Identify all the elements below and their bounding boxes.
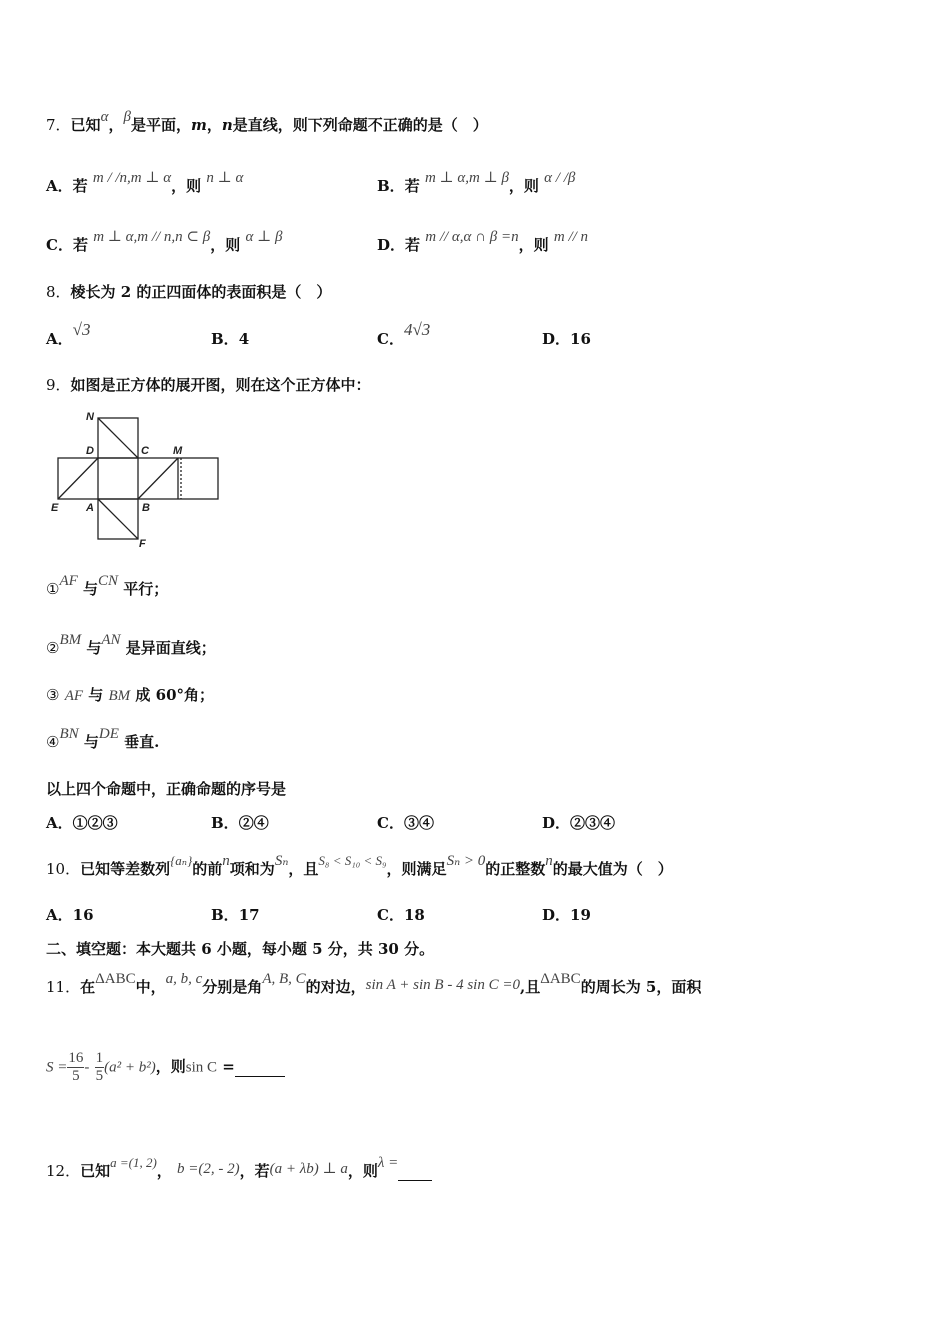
option-value: 16 — [570, 330, 591, 348]
q7-option-b[interactable] — [377, 170, 576, 196]
alpha-symbol: α — [100, 109, 109, 125]
q9-statement-1 — [46, 573, 169, 599]
statement-text: 与 — [83, 580, 99, 598]
q12-math: b =(2, - 2) — [177, 1161, 240, 1177]
statement-mark: ③ — [46, 686, 60, 704]
q12-math: (a + λb) ⊥ a — [269, 1161, 348, 1177]
q9-option-c[interactable] — [377, 812, 434, 833]
q12-text: ，则 — [347, 1162, 378, 1180]
option-text: 若 — [405, 236, 421, 254]
option-math: α / /β — [544, 170, 576, 186]
option-label: A． — [46, 330, 73, 348]
q10-math: n — [545, 853, 553, 869]
q7-option-a[interactable] — [46, 170, 244, 196]
q11-math: A, B, C — [262, 971, 306, 987]
q8-number: 8． — [46, 283, 71, 301]
q10-math: {aₙ} — [170, 853, 193, 868]
q9-prompt: 以上四个命题中，正确命题的序号是 — [46, 780, 287, 798]
label-f: F — [139, 538, 146, 550]
statement-math: AF — [59, 573, 78, 589]
option-math: α ⊥ β — [245, 229, 283, 245]
option-math: m // n — [553, 229, 589, 245]
option-label: B． — [211, 330, 239, 348]
q11-math: sin C — [185, 1059, 217, 1076]
q7-stem — [46, 109, 488, 135]
q11-text: 在 — [80, 978, 96, 996]
option-math: m ⊥ α,m ⊥ β — [424, 170, 509, 186]
cube-net-figure — [48, 408, 228, 550]
q9-statement-2 — [46, 632, 216, 658]
q8-stem — [46, 281, 331, 302]
q11-area-line — [46, 1050, 285, 1085]
beta-symbol: β — [123, 109, 131, 125]
q11-math: ΔABC — [95, 971, 136, 987]
q11-math: (a² + b²) — [104, 1059, 156, 1076]
statement-text: 平行； — [123, 580, 169, 598]
statement-math: AN — [101, 632, 121, 648]
option-label: C． — [46, 236, 73, 254]
frac-den: 5 — [72, 1068, 80, 1084]
q11-stem — [46, 971, 702, 997]
q12-math: a =(1, 2) — [110, 1155, 157, 1170]
q7-text: 已知 — [70, 116, 101, 134]
frac-num: 1 — [95, 1050, 104, 1066]
option-label: B． — [211, 814, 239, 832]
q11-text: = — [222, 1057, 235, 1076]
q12-answer-blank[interactable] — [398, 1162, 432, 1181]
statement-text: 与 — [88, 686, 104, 704]
option-label: A． — [46, 906, 73, 924]
option-label: D． — [542, 906, 571, 924]
q9-option-d[interactable] — [542, 812, 615, 833]
option-label: C． — [377, 814, 404, 832]
option-text: ，则 — [518, 236, 549, 254]
q10-option-c[interactable] — [377, 904, 425, 925]
statement-math: BN — [59, 726, 79, 742]
q7-comma: ， — [108, 116, 124, 134]
option-value: 4 — [238, 330, 250, 348]
option-math: m // α,α ∩ β =n — [425, 229, 519, 245]
label-b: B — [142, 502, 150, 514]
label-c: C — [141, 445, 149, 457]
option-label: A． — [46, 814, 73, 832]
fraction-16-5 — [67, 1050, 84, 1085]
q9-stem — [46, 374, 371, 395]
option-math: n ⊥ α — [206, 170, 244, 186]
q11-math: sin A + sin B - 4 sin C =0 — [365, 977, 520, 993]
option-value: ②④ — [238, 814, 269, 832]
q12-text: ， — [156, 1162, 172, 1180]
q10-text: ，且 — [288, 860, 319, 878]
q12-text: ，若 — [239, 1162, 270, 1180]
q10-math: n — [222, 853, 230, 869]
option-text: ，则 — [508, 177, 539, 195]
label-d: D — [86, 445, 94, 457]
q8-option-a[interactable] — [46, 320, 91, 349]
q11-text: 的周长为 5，面积 — [580, 978, 702, 996]
q7-sep: ， — [206, 116, 222, 134]
q12-stem — [46, 1155, 432, 1181]
q11-math: ΔABC — [540, 971, 581, 987]
q7-n: n — [221, 116, 233, 134]
q10-text: 已知等差数列 — [80, 860, 171, 878]
option-value: 16 — [72, 906, 94, 924]
option-value: 17 — [238, 906, 260, 924]
option-label: B． — [377, 177, 405, 195]
q11-text: 中， — [135, 978, 166, 996]
q10-option-a[interactable] — [46, 904, 94, 925]
option-value: ③④ — [403, 814, 434, 832]
statement-math: BM — [108, 688, 131, 704]
q10-stem — [46, 853, 673, 879]
option-label: C． — [377, 906, 404, 924]
statement-text: 是异面直线； — [125, 639, 216, 657]
section-heading: 二、填空题：本大题共 6 小题，每小题 5 分，共 30 分。 — [46, 940, 435, 958]
q12-text: 已知 — [80, 1162, 111, 1180]
option-math: m / /n,m ⊥ α — [92, 170, 172, 186]
option-text: ，则 — [210, 236, 241, 254]
statement-mark: ② — [46, 639, 60, 657]
q11-answer-blank[interactable] — [235, 1058, 285, 1077]
q8-option-c[interactable] — [377, 320, 431, 349]
q9-number: 9． — [46, 376, 71, 394]
label-m: M — [173, 445, 183, 457]
option-text: 若 — [72, 177, 88, 195]
q8-option-d[interactable] — [542, 328, 591, 349]
option-text: 若 — [72, 236, 88, 254]
option-value: 19 — [570, 906, 591, 924]
q10-math: Sₙ > 0 — [446, 853, 486, 869]
statement-mark: ④ — [46, 733, 60, 751]
option-value: ②③④ — [570, 814, 616, 832]
q10-text: 的正整数 — [485, 860, 546, 878]
q7-text: 是直线，则下列命题不正确的是（ ） — [232, 116, 488, 134]
q11-math: a, b, c — [165, 971, 203, 987]
option-label: D． — [542, 330, 571, 348]
statement-text: 成 60°角； — [135, 686, 215, 704]
q11-math: - — [84, 1059, 90, 1076]
q7-number: 7． — [46, 116, 71, 134]
label-e: E — [51, 502, 59, 514]
q9-statement-4 — [46, 726, 160, 752]
frac-num: 16 — [68, 1050, 84, 1066]
q10-option-d[interactable] — [542, 904, 591, 925]
q12-number: 12． — [46, 1162, 81, 1180]
option-value: 18 — [403, 906, 425, 924]
q7-option-c[interactable] — [46, 229, 283, 255]
q8-option-b[interactable] — [211, 328, 249, 349]
label-n: N — [86, 411, 94, 423]
q10-number: 10． — [46, 860, 81, 878]
q10-option-b[interactable] — [211, 904, 260, 925]
statement-text: 与 — [86, 639, 102, 657]
statement-math: CN — [98, 573, 119, 589]
q11-text: ,且 — [519, 978, 541, 996]
q11-number: 11． — [46, 978, 81, 996]
option-label: D． — [377, 236, 406, 254]
option-value: ①②③ — [72, 814, 118, 832]
q7-m: m — [190, 116, 207, 134]
q10-text: 项和为 — [229, 860, 275, 878]
option-math: m ⊥ α,m // n,n ⊂ β — [93, 229, 211, 245]
q9-text: 如图是正方体的展开图，则在这个正方体中： — [70, 376, 371, 394]
option-label: C． — [377, 330, 404, 348]
option-text: 若 — [404, 177, 420, 195]
q8-text: 棱长为 2 的正四面体的表面积是（ ） — [70, 283, 332, 301]
q7-text: 是平面， — [130, 116, 191, 134]
q9-option-a[interactable] — [46, 812, 118, 833]
q9-statement-3 — [46, 684, 214, 705]
q10-math: S₈ < S₁₀ < S₉ — [318, 853, 387, 868]
q10-text: 的最大值为（ ） — [552, 860, 673, 878]
option-math: 4√3 — [403, 320, 431, 339]
option-label: A． — [46, 177, 73, 195]
statement-text: 垂直. — [124, 733, 160, 751]
q9-option-b[interactable] — [211, 812, 269, 833]
option-label: D． — [542, 814, 571, 832]
frac-den: 5 — [95, 1068, 104, 1084]
q12-math: λ = — [377, 1155, 399, 1171]
q10-math: Sₙ — [274, 853, 289, 869]
q10-text: ，则满足 — [386, 860, 447, 878]
label-a: A — [86, 502, 94, 514]
q11-math: S = — [46, 1059, 68, 1076]
option-math: √3 — [72, 320, 91, 339]
option-text: ，则 — [171, 177, 202, 195]
q11-text: 的对边， — [305, 978, 366, 996]
q11-text: 分别是角 — [202, 978, 263, 996]
q7-option-d[interactable] — [377, 229, 589, 255]
statement-math: AF — [64, 688, 84, 704]
option-label: B． — [211, 906, 239, 924]
q10-text: 的前 — [192, 860, 223, 878]
q11-text: ，则 — [155, 1057, 186, 1076]
statement-text: 与 — [83, 733, 99, 751]
fraction-1-5 — [95, 1050, 105, 1085]
statement-math: BM — [59, 632, 82, 648]
statement-mark: ① — [46, 580, 60, 598]
statement-math: DE — [98, 726, 119, 742]
